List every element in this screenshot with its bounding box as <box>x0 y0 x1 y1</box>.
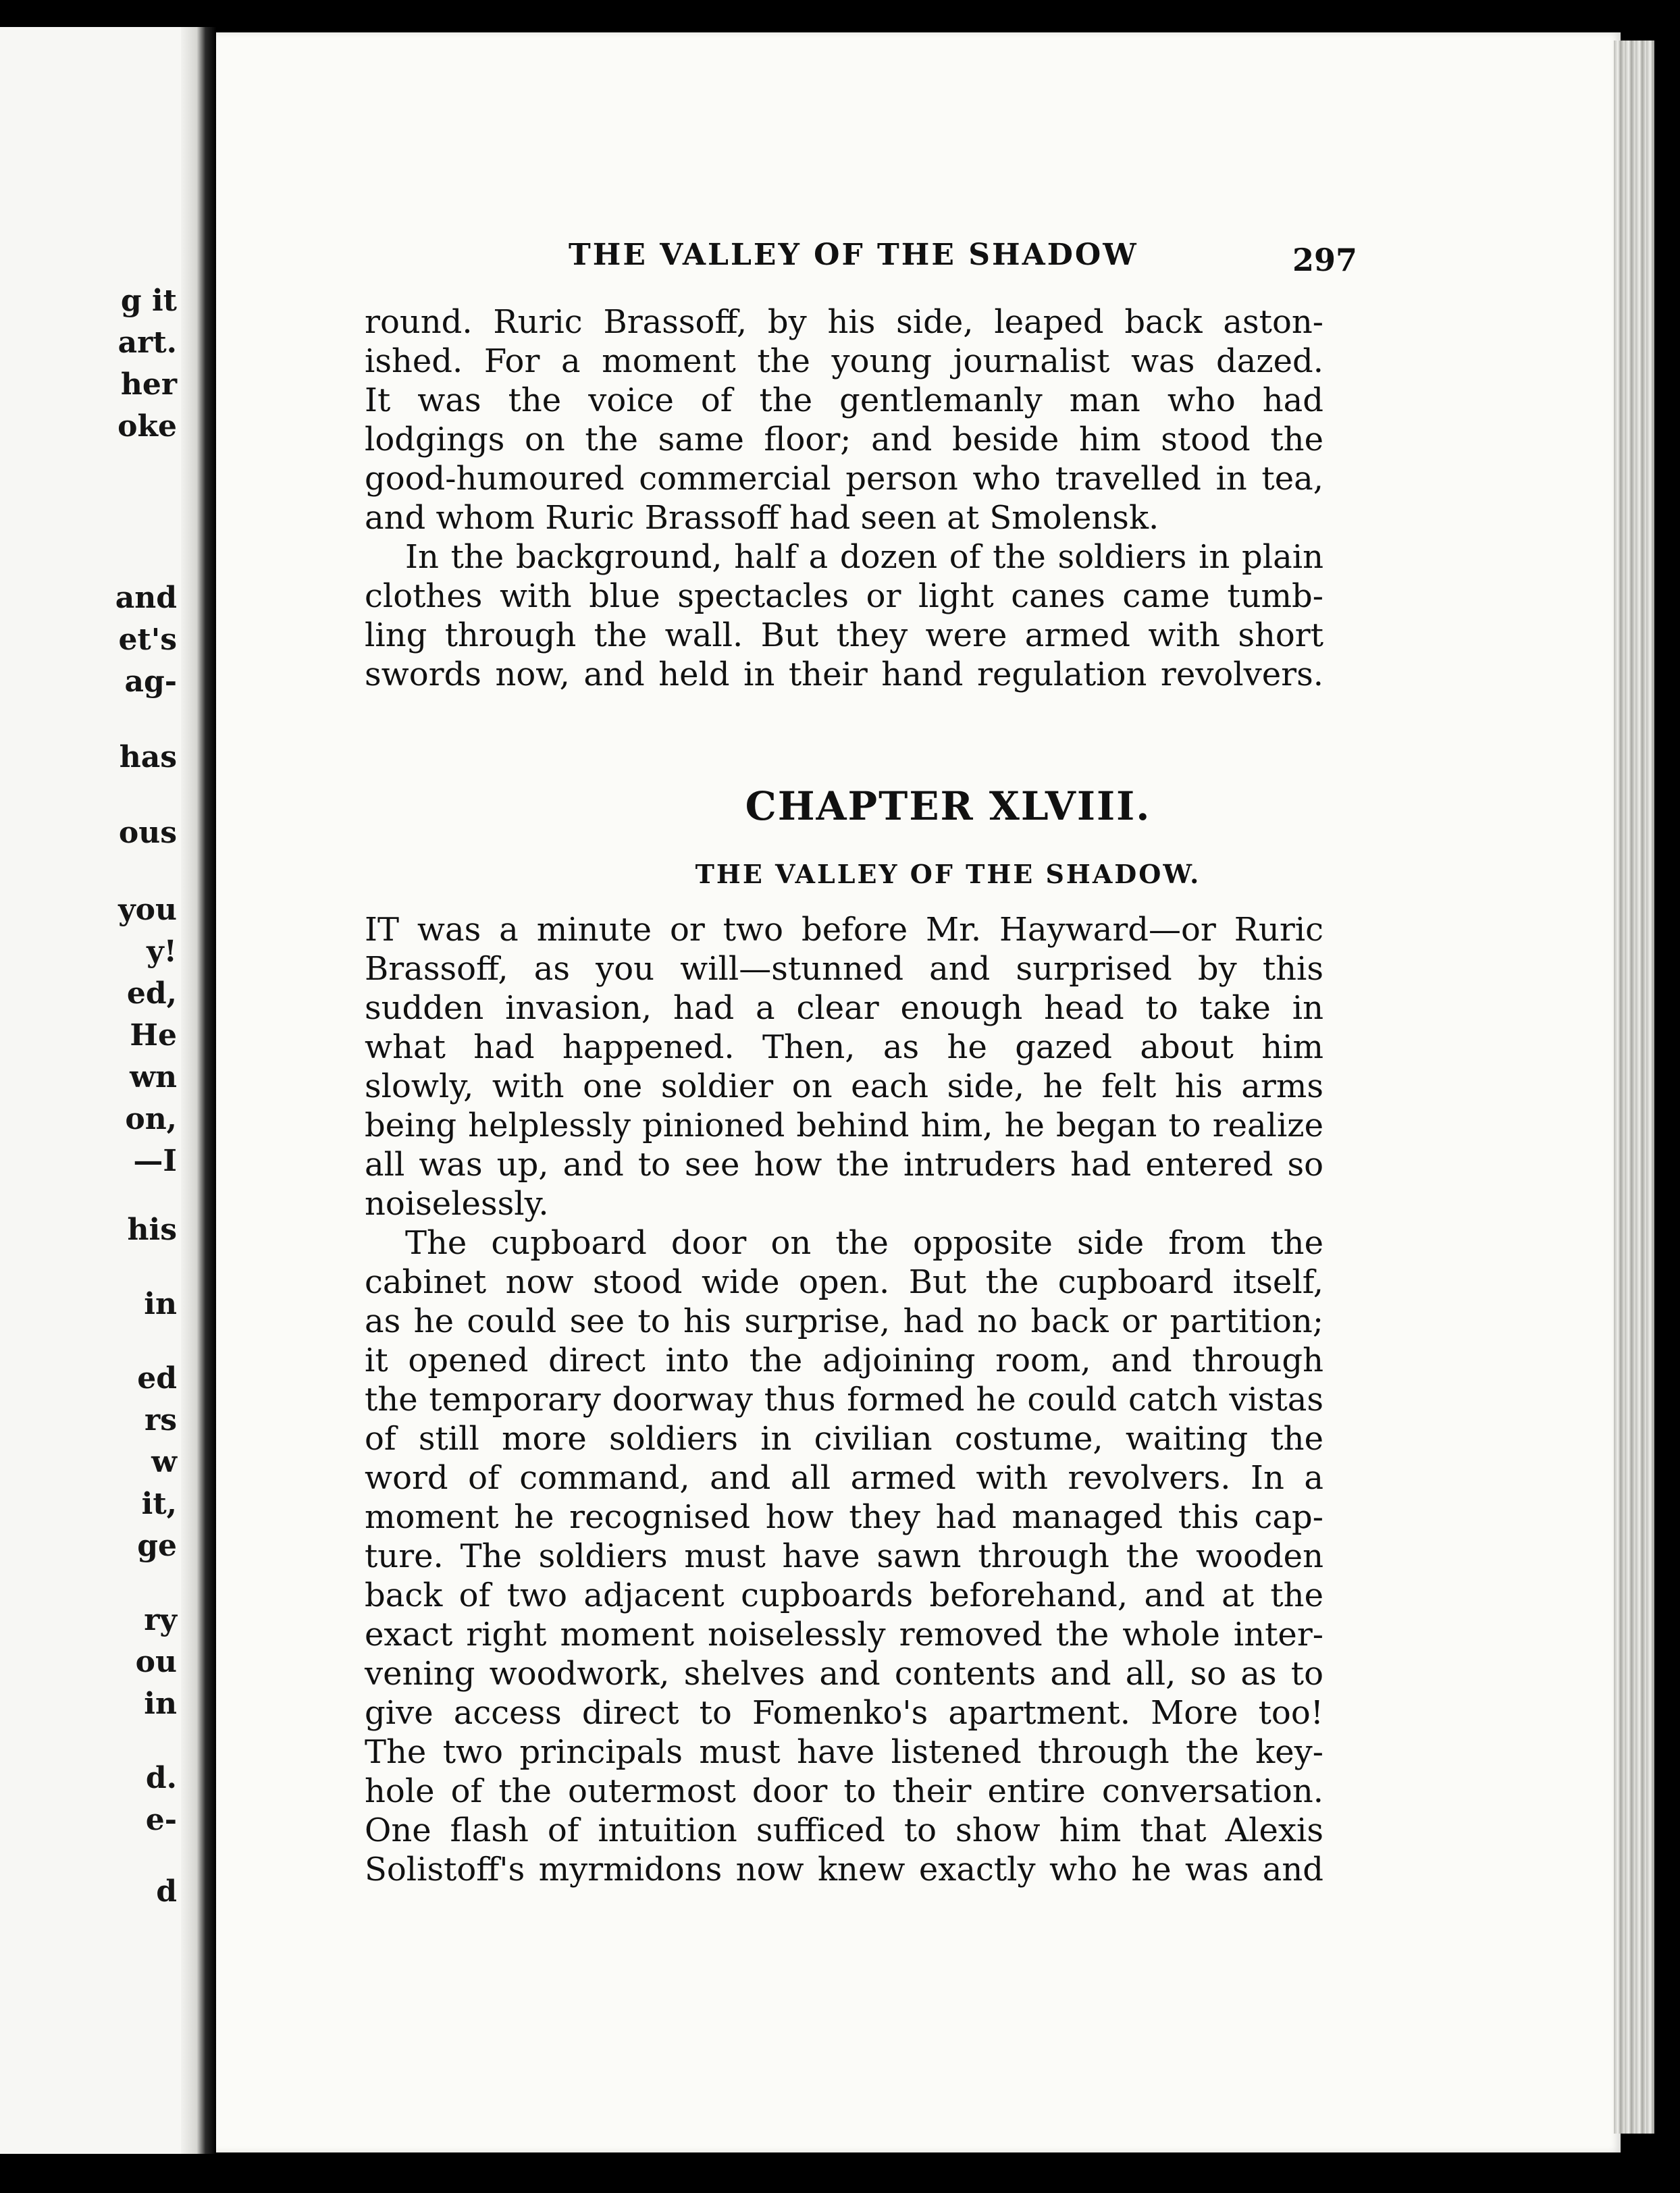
second-paragraph <box>365 537 1323 694</box>
facing-page-fragment: ou <box>135 1645 177 1679</box>
text-line: In the background, half a dozen of the soldiers in plain <box>405 538 1323 576</box>
chapter-second-paragraph <box>365 1223 1323 1889</box>
text-line: vening woodwork, shelves and contents and all, so as to <box>365 1655 1323 1693</box>
text-line: swords now, and held in their hand regulation revolvers. <box>365 656 1323 693</box>
facing-page-fragment: e- <box>145 1803 177 1837</box>
facing-page-fragment: and <box>115 581 177 615</box>
text-line: the temporary doorway thus formed he could catch vistas <box>365 1381 1323 1419</box>
facing-page-fragment: art. <box>117 325 177 360</box>
text-line: word of command, and all armed with revolvers. In a <box>365 1459 1323 1497</box>
text-line: of still more soldiers in civilian costume, waiting the <box>365 1420 1323 1458</box>
facing-page-fragment: He <box>130 1018 177 1053</box>
text-line: Solistoff's myrmidons now knew exactly who he was and <box>365 1851 1323 1888</box>
text-line: The two principals must have listened through the key- <box>365 1733 1323 1771</box>
facing-page-fragment: her <box>120 367 177 402</box>
text-line: as he could see to his surprise, had no back or partition; <box>365 1302 1323 1340</box>
facing-page-fragment: his <box>127 1213 177 1247</box>
text-line: and whom Ruric Brassoff had seen at Smolensk. <box>365 499 1159 537</box>
facing-page-fragment: ag- <box>124 664 177 699</box>
text-line: ished. For a moment the young journalist was dazed. <box>365 342 1323 380</box>
facing-page-fragment: —I <box>133 1144 177 1178</box>
text-line: it opened direct into the adjoining room, and through <box>365 1342 1323 1379</box>
facing-page-fragment: it, <box>141 1487 177 1521</box>
facing-page <box>0 27 181 2154</box>
text-line: exact right moment noiselessly removed the whole inter- <box>365 1616 1323 1654</box>
facing-page-fragment: in <box>144 1687 177 1721</box>
facing-page-fragment: ed, <box>126 976 177 1011</box>
text-line: cabinet now stood wide open. But the cupboard itself, <box>365 1263 1323 1301</box>
facing-page-fragment: w <box>151 1445 177 1479</box>
facing-page-fragment: d. <box>145 1761 177 1795</box>
page-number: 297 <box>1292 242 1358 278</box>
facing-page-fragment: rs <box>145 1403 177 1437</box>
text-line: Brassoff, as you will—stunned and surprised by this <box>365 950 1323 988</box>
facing-page-fragment: ge <box>137 1529 177 1563</box>
text-line: back of two adjacent cupboards beforehand, and at the <box>365 1577 1323 1614</box>
text-line: ling through the wall. But they were armed with short <box>365 616 1323 654</box>
text-line: lodgings on the same floor; and beside him stood the <box>365 421 1323 458</box>
text-line: One flash of intuition sufficed to show him that Alexis <box>365 1812 1323 1849</box>
text-line: moment he recognised how they had managed this cap- <box>365 1498 1323 1536</box>
text-line: what had happened. Then, as he gazed about him <box>365 1028 1323 1066</box>
text-line: ture. The soldiers must have sawn through the wooden <box>365 1537 1323 1575</box>
text-line: sudden invasion, had a clear enough head to take in <box>365 989 1323 1027</box>
chapter-title: CHAPTER XLVIII. <box>745 783 1151 829</box>
facing-page-fragment: in <box>144 1287 177 1321</box>
facing-page-fragment: et's <box>118 623 177 657</box>
page-edges <box>1614 41 1654 2134</box>
text-line: It was the voice of the gentlemanly man who had <box>365 381 1323 419</box>
facing-page-fragment: on, <box>125 1102 177 1136</box>
text-line: slowly, with one soldier on each side, he felt his arms <box>365 1067 1323 1105</box>
facing-page-fragment: oke <box>117 409 177 444</box>
facing-page-fragment: d <box>156 1874 177 1909</box>
facing-page-fragment: has <box>119 740 177 774</box>
facing-page-fragment: ed <box>137 1361 177 1396</box>
text-line: being helplessly pinioned behind him, he began to realize <box>365 1107 1323 1144</box>
text-line: IT was a minute or two before Mr. Hayward—or Ruric <box>365 911 1323 949</box>
text-line: hole of the outermost door to their entire conversation. <box>365 1772 1323 1810</box>
text-line: noiselessly. <box>365 1185 549 1223</box>
text-line: all was up, and to see how the intruders had entered so <box>365 1146 1323 1184</box>
text-line: The cupboard door on the opposite side from the <box>405 1224 1323 1262</box>
facing-page-fragment: ry <box>144 1603 177 1637</box>
text-line: clothes with blue spectacles or light canes came tumb- <box>365 577 1323 615</box>
facing-page-fragment: g it <box>120 284 177 318</box>
text-line: give access direct to Fomenko's apartment. More too! <box>365 1694 1323 1732</box>
text-line: good-humoured commercial person who travelled in tea, <box>365 460 1323 498</box>
facing-page-fragment: you <box>118 893 177 927</box>
facing-page-fragment: wn <box>130 1060 177 1094</box>
running-head: THE VALLEY OF THE SHADOW <box>569 238 1138 272</box>
facing-page-fragment: ous <box>118 816 177 850</box>
chapter-subtitle: THE VALLEY OF THE SHADOW. <box>695 859 1201 889</box>
chapter-first-paragraph <box>365 910 1323 1223</box>
opening-paragraph <box>365 302 1323 537</box>
text-line: round. Ruric Brassoff, by his side, leaped back aston- <box>365 303 1323 341</box>
facing-page-fragment: y! <box>147 934 177 969</box>
book-gutter <box>181 27 216 2154</box>
